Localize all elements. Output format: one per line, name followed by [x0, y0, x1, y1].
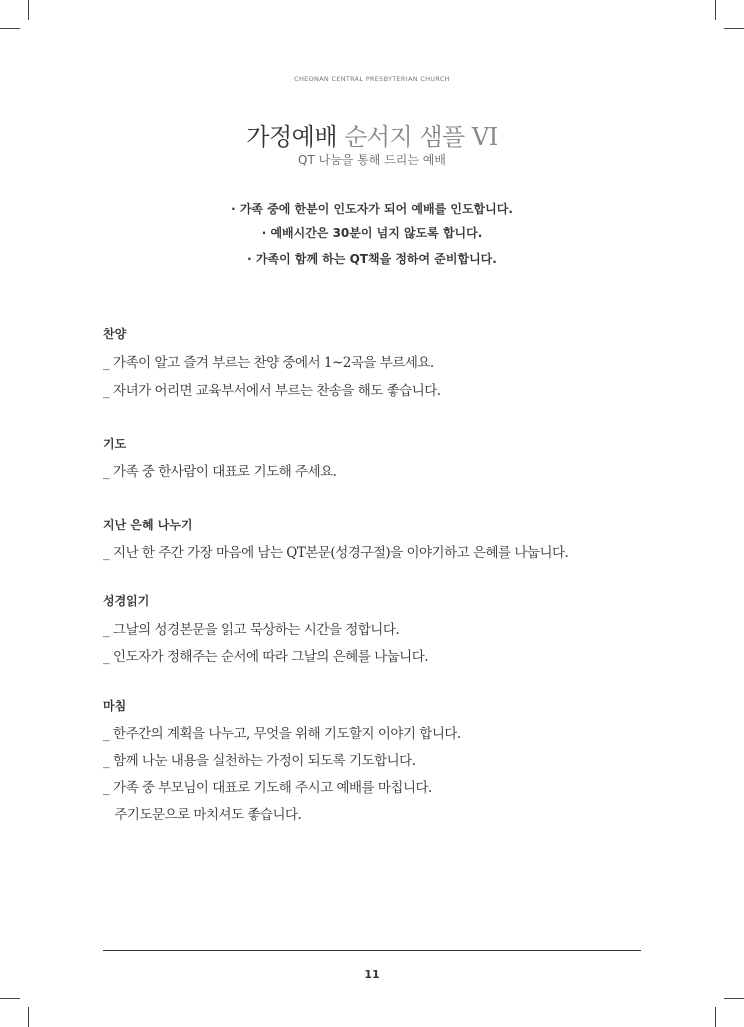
crop-mark [28, 0, 29, 20]
page-subtitle: QT 나눔을 통해 드리는 예배 [298, 153, 446, 167]
organization-name: CHEONAN CENTRAL PRESBYTERIAN CHURCH [294, 75, 450, 83]
section-line: _ 자녀가 어리면 교육부서에서 부르는 찬송을 해도 좋습니다. [103, 383, 441, 399]
guideline-item: · 가족 중에 한분이 인도자가 되어 예배를 인도합니다. [231, 202, 513, 216]
section-line: _ 지난 한 주간 가장 마음에 남는 QT본문(성경구절)을 이야기하고 은혜를 나눕니다. [103, 545, 569, 561]
section-line: _ 가족이 알고 즐겨 부르는 찬양 중에서 1~2곡을 부르세요. [103, 355, 434, 371]
page-title [0, 117, 744, 152]
crop-mark [715, 0, 716, 20]
section-line: _ 그날의 성경본문을 읽고 묵상하는 시간을 정합니다. [103, 622, 400, 638]
crop-mark [715, 1007, 716, 1027]
section-heading-sharing: 지난 은혜 나누기 [103, 518, 193, 532]
title-main: 가정예배 [246, 123, 338, 151]
section-line: _ 한주간의 계획을 나누고, 무엇을 위해 기도할지 이야기 합니다. [103, 726, 461, 742]
crop-mark [28, 1007, 29, 1027]
section-line: _ 가족 중 부모님이 대표로 기도해 주시고 예배를 마칩니다. [103, 780, 432, 796]
crop-mark [724, 28, 744, 29]
guideline-item: · 예배시간은 30분이 넘지 않도록 합니다. [261, 226, 483, 240]
section-line: 주기도문으로 마치셔도 좋습니다. [103, 807, 302, 823]
title-rest: 순서지 샘플 VI [344, 123, 498, 151]
section-heading-praise: 찬양 [103, 327, 127, 341]
guideline-item: · 가족이 함께 하는 QT책을 정하여 준비합니다. [247, 252, 497, 266]
crop-mark [0, 28, 20, 29]
section-heading-bible-reading: 성경읽기 [103, 594, 150, 608]
crop-mark [0, 998, 20, 999]
footer-divider [103, 950, 641, 951]
section-line: _ 가족 중 한사람이 대표로 기도해 주세요. [103, 464, 337, 480]
crop-mark [724, 998, 744, 999]
section-line: _ 함께 나눈 내용을 실천하는 가정이 되도록 기도합니다. [103, 753, 416, 769]
section-heading-prayer: 기도 [103, 437, 127, 451]
section-line: _ 인도자가 정해주는 순서에 따라 그날의 은혜를 나눕니다. [103, 649, 429, 665]
page-number: 11 [364, 968, 380, 981]
section-heading-closing: 마침 [103, 699, 127, 713]
